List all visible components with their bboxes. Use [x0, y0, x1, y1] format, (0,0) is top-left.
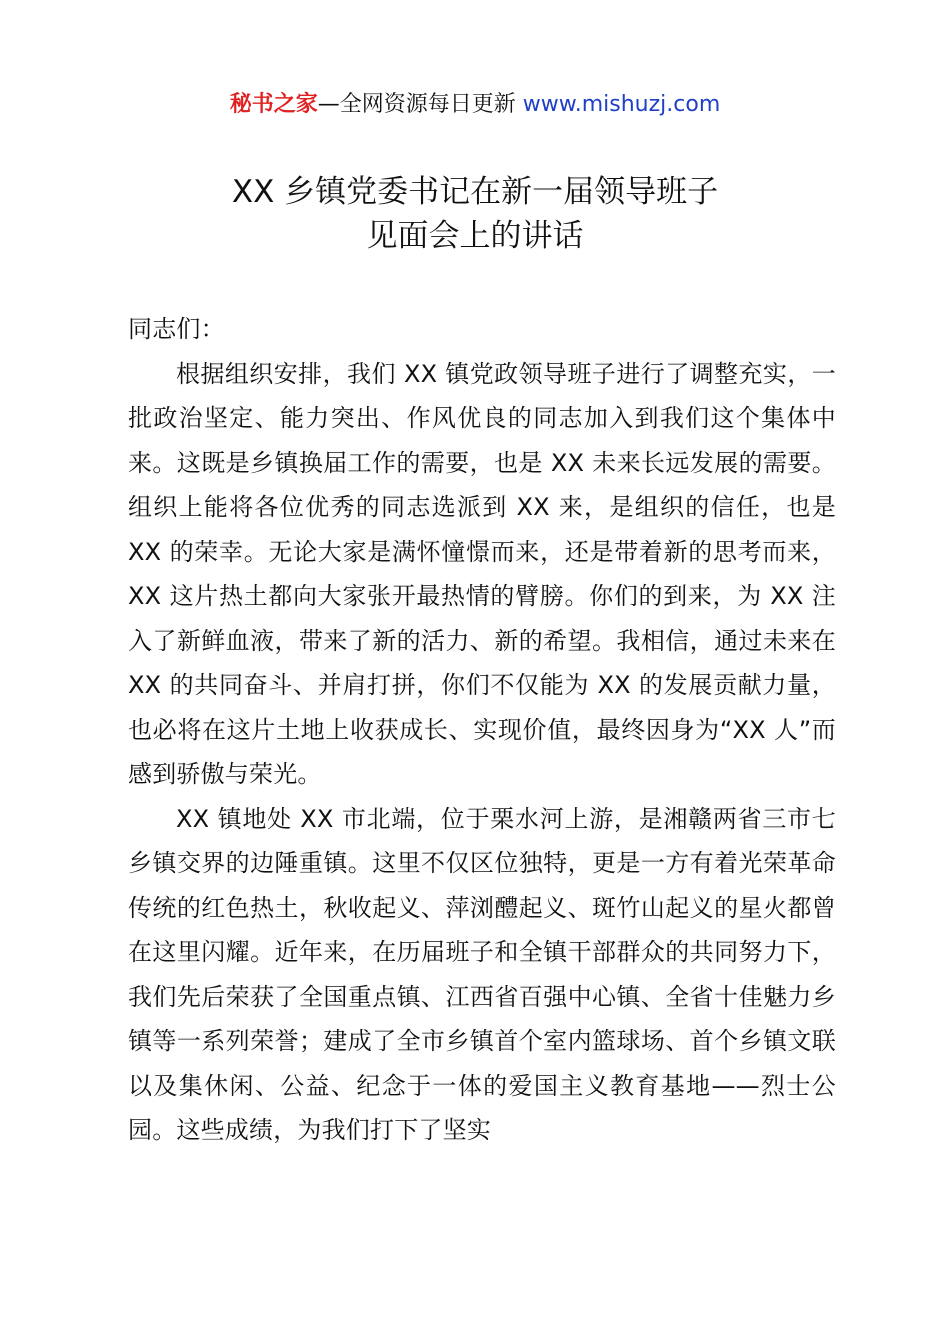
salutation: 同志们：	[128, 315, 225, 343]
title-line-1: XX 乡镇党委书记在新一届领导班子	[231, 174, 719, 210]
brand-name: 秘书之家	[229, 92, 318, 117]
paragraph-1: 根据组织安排，我们 XX 镇党政领导班子进行了调整充实，一批政治坚定、能力突出、作风优良的同志加入到我们这个集体中来。这既是乡镇换届工作的需要，也是 XX 未来长远发展的需要。组织上能将各位优秀的同志选派到 XX 来，是组织的信任，也是 XX 的荣幸。无论大家是满怀憧憬而来，还是带着新的思考而来，XX 这片热土都向大家张开最热情的臂膀。你们的到来，为 XX 注入了新鲜血液，带来了新的活力、新的希望。我相信，通过未来在 XX 的共同奋斗、并肩打拼，你们不仅能为 XX 的发展贡献力量，也必将在这片土地上收获成长、实现价值，最终因身为“XX 人”而感到骄傲与荣光。	[128, 359, 836, 788]
document-body	[128, 307, 836, 1153]
document-title	[0, 170, 950, 258]
site-header	[0, 88, 950, 122]
site-tagline: —全网资源每日更新	[317, 92, 523, 117]
paragraph-2: XX 镇地处 XX 市北端，位于栗水河上游，是湘赣两省三市七乡镇交界的边陲重镇。这里不仅区位独特，更是一方有着光荣革命传统的红色热土，秋收起义、萍浏醴起义、斑竹山起义的星火都曾在这里闪耀。近年来，在历届班子和全镇干部群众的共同努力下，我们先后荣获了全国重点镇、江西省百强中心镇、全省十佳魅力乡镇等一系列荣誉；建成了全市乡镇首个室内篮球场、首个乡镇文联以及集休闲、公益、纪念于一体的爱国主义教育基地——烈士公园。这些成绩，为我们打下了坚实	[128, 804, 836, 1144]
site-url-link[interactable]: www.mishuzj.com	[522, 92, 721, 117]
title-line-2: 见面会上的讲话	[366, 218, 584, 254]
